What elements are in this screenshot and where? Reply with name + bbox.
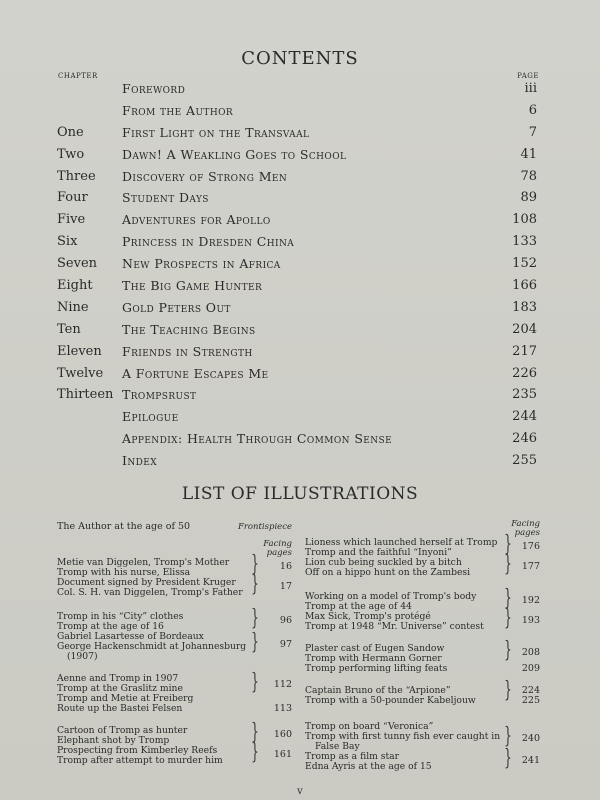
illustrations-left-column — [57, 520, 292, 766]
toc-entry: Index 255 — [122, 453, 537, 469]
toc-entry: Nine Gold Peters Out 183 — [57, 299, 537, 315]
toc-entry: From the Author 6 — [122, 102, 537, 118]
facing-pages-label: Facing pages — [263, 539, 292, 558]
illustration-group: Working on a model of Tromp's body Tromp at the age of 44 Max Sick, Tromp's protégé Tromp at 1948 “Mr. Universe” contest } 192 } 193 — [305, 586, 540, 632]
page-column-header: PAGE — [517, 72, 539, 80]
toc-entry: Five Adventures for Apollo 108 — [57, 212, 537, 228]
toc-entry: Foreword iii — [122, 81, 537, 96]
illustration-group: Metie van Diggelen, Tromp's Mother Tromp with his nurse, Elissa Document signed by President Kruger Col. S. H. van Diggelen, Tromp's Father } 16 } 17 — [57, 552, 292, 598]
toc-entry: Twelve A Fortune Escapes Me 226 — [57, 365, 537, 381]
illustration-group: Plaster cast of Eugen Sandow Tromp with Hermann Gorner Tromp performing lifting feats } 208 209 — [305, 638, 540, 674]
frontispiece-entry: The Author at the age of 50 Frontispiece — [57, 521, 292, 532]
illustration-group: Tromp in his “City” clothes Tromp at the age of 16 Gabriel Lasartesse of Bordeaux George Hackenschmidt at Johannesburg (1907) } 96 } 97 — [57, 606, 292, 662]
toc-entry: Three Discovery of Strong Men 78 — [57, 168, 537, 184]
illustration-group: Cartoon of Tromp as hunter Elephant shot by Tromp Prospecting from Kimberley Reefs Tromp after attempt to murder him } 160 } 161 — [57, 720, 292, 766]
contents-title: CONTENTS — [241, 48, 359, 69]
illustration-group: Aenne and Tromp in 1907 Tromp at the Graslitz mine Tromp and Metie at Freiberg Route up the Bastei Felsen } 112 113 — [57, 670, 292, 714]
toc-entry: One First Light on the Transvaal 7 — [57, 124, 537, 140]
toc-entry: Ten The Teaching Begins 204 — [57, 321, 537, 337]
toc-entry: Seven New Prospects in Africa 152 — [57, 256, 537, 272]
page-number: v — [297, 786, 303, 797]
toc-entry: Epilogue 244 — [122, 409, 537, 425]
toc-entry: Appendix: Health Through Common Sense 246 — [122, 431, 537, 447]
toc-entry: Eight The Big Game Hunter 166 — [57, 278, 537, 294]
toc-entry: Two Dawn! A Weakling Goes to School 41 — [57, 146, 537, 162]
table-of-contents — [0, 77, 600, 471]
illustration-group: Lioness which launched herself at Tromp Tromp and the faithful “Inyoni” Lion cub being suckled by a bitch Off on a hippo hunt on the Zambesi } 176 } 177 — [305, 532, 540, 578]
toc-entry: Six Princess in Dresden China 133 — [57, 234, 537, 250]
toc-entry: Eleven Friends in Strength 217 — [57, 343, 537, 359]
facing-pages-label: Facing pages — [511, 519, 540, 538]
chapter-column-header: CHAPTER — [58, 72, 98, 80]
toc-entry: Thirteen Trompsrust 235 — [57, 387, 537, 403]
illustration-group: Captain Bruno of the “Arpione” Tromp with a 50-pounder Kabeljouw } 224 225 — [305, 678, 540, 706]
illustration-group: Tromp on board “Veronica” Tromp with first tunny fish ever caught in False Bay Tromp as a film star Edna Ayris at the age of 15 } 240 } 241 — [305, 721, 540, 772]
illustrations-right-column — [305, 520, 540, 774]
illustrations-title: LIST OF ILLUSTRATIONS — [181, 484, 419, 504]
toc-entry: Four Student Days 89 — [57, 190, 537, 206]
